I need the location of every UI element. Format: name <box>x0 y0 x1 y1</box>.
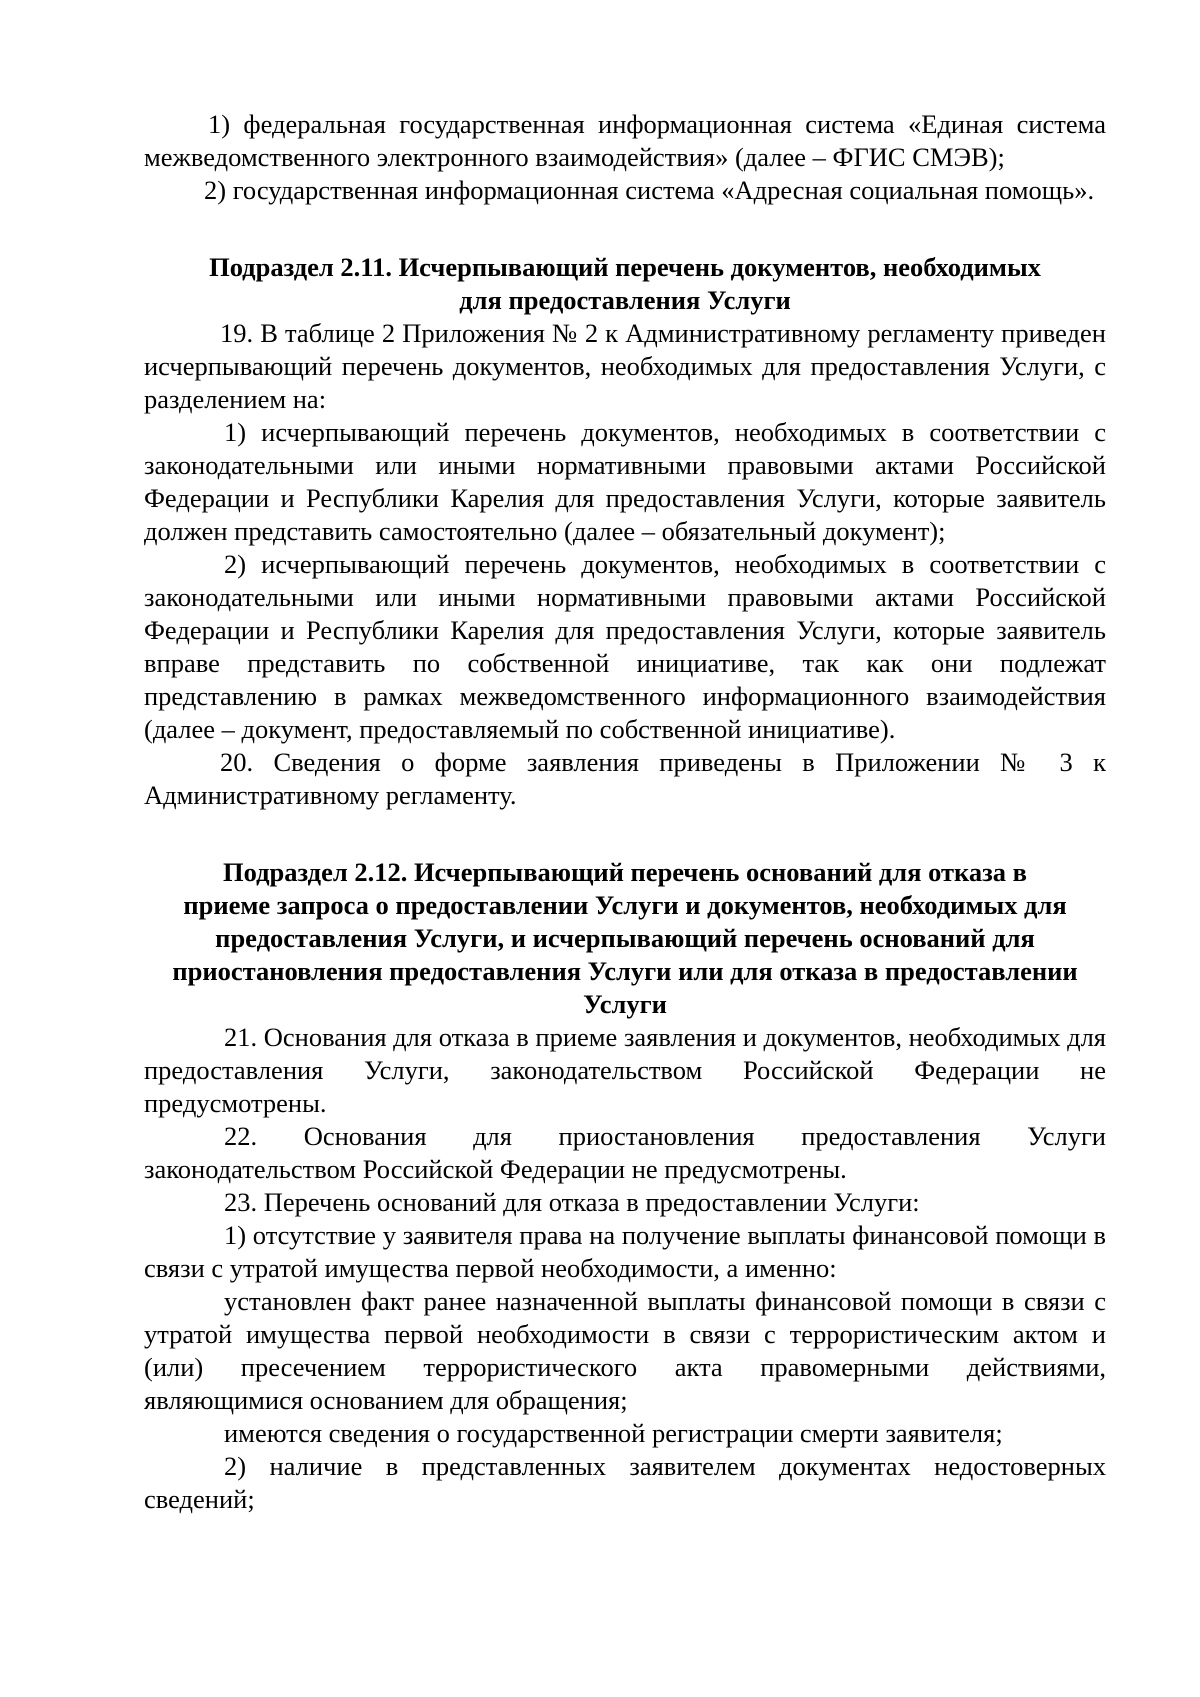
spacer <box>144 812 1106 856</box>
title-line: приостановления предоставления Услуги или для отказа в предоставлении <box>172 956 1078 986</box>
title-line: Подраздел 2.12. Исчерпывающий перечень оснований для отказа в <box>223 857 1027 887</box>
paragraph-21: 21. Основания для отказа в приеме заявления и документов, необходимых для предоставления Услуги, законодательством Российской Федерации не предусмотрены. <box>144 1022 1106 1118</box>
spacer <box>144 207 1106 251</box>
paragraph-22: 22. Основания для приостановления предоставления Услуги законодательством Российской Федерации не предусмотрены. <box>144 1121 1106 1184</box>
title-line: предоставления Услуги, и исчерпывающий перечень оснований для <box>215 923 1035 953</box>
paragraph-23-item-1: 1) отсутствие у заявителя права на получение выплаты финансовой помощи в связи с утратой имущества первой необходимости, а именно: <box>144 1220 1106 1283</box>
title-line: для предоставления Услуги <box>459 285 791 315</box>
paragraph-23: 23. Перечень оснований для отказа в предоставлении Услуги: <box>224 1187 920 1217</box>
intro-item-1: 1) федеральная государственная информационная система «Единая система межведомственного электронного взаимодействия» (далее – ФГИС СМЭВ); <box>144 109 1106 172</box>
paragraph-23-item-1b: имеются сведения о государственной регистрации смерти заявителя; <box>224 1418 1003 1448</box>
title-line: Подраздел 2.11. Исчерпывающий перечень документов, необходимых <box>209 252 1041 282</box>
title-line: Услуги <box>583 989 667 1019</box>
paragraph-23-item-2: 2) наличие в представленных заявителем документах недостоверных сведений; <box>144 1451 1106 1514</box>
paragraph-19: 19. В таблице 2 Приложения № 2 к Административному регламенту приведен исчерпывающий перечень документов, необходимых для предоставления Услуги, с разделением на: <box>144 318 1106 414</box>
paragraph-20: 20. Сведения о форме заявления приведены в Приложении № 3 к Административному регламенту. <box>144 747 1106 810</box>
paragraph-19-item-2: 2) исчерпывающий перечень документов, необходимых в соответствии с законодательными или иными нормативными правовыми актами Российской Федерации и Республики Карелия для предоставления Услуги, которые заявитель вправе представить по собственной инициативе, так как они подлежат представлению в рамках межведомственного информационного взаимодействия (далее – документ, предоставляемый по собственной инициативе). <box>144 549 1106 744</box>
subsection-2-12-title <box>144 856 1106 1021</box>
paragraph-23-item-1a: установлен факт ранее назначенной выплаты финансовой помощи в связи с утратой имущества первой необходимости в связи с террористическим актом и (или) пресечением террористического акта правомерными действиями, являющимися основанием для обращения; <box>144 1286 1106 1415</box>
title-line: приеме запроса о предоставлении Услуги и документов, необходимых для <box>183 890 1067 920</box>
paragraph-19-item-1: 1) исчерпывающий перечень документов, необходимых в соответствии с законодательными или иными нормативными правовыми актами Российской Федерации и Республики Карелия для предоставления Услуги, которые заявитель должен представить самостоятельно (далее – обязательный документ); <box>144 417 1106 546</box>
subsection-2-11-title <box>144 251 1106 317</box>
intro-item-2: 2) государственная информационная система «Адресная социальная помощь». <box>204 175 1095 205</box>
